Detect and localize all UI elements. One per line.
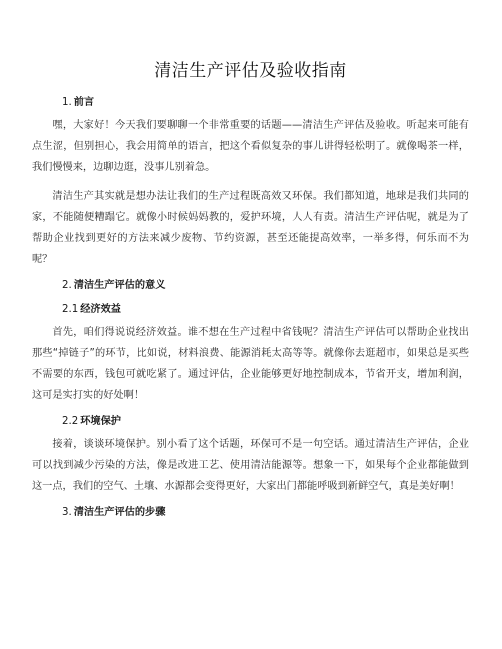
section-1-number: 1.: [62, 97, 72, 108]
section-1-paragraph-1: 嘿，大家好！今天我们要聊聊一个非常重要的话题——清洁生产评估及验收。听起来可能有点生涩，但别担心，我会用简单的语言，把这个看似复杂的事儿讲得轻松明了。就像喝茶一样，我们慢慢来，边聊边逛，没事儿别着急。: [32, 120, 469, 173]
section-2-2-title: 环境保护: [80, 416, 121, 427]
section-2-number: 2.: [62, 280, 72, 291]
section-2-2-paragraph-1: 接着，谈谈环境保护。别小看了这个话题，环保可不是一句空话。通过清洁生产评估，企业可以找到减少污染的方法，像是改进工艺、使用清洁能源等。想象一下，如果每个企业都能做到这一点，我们的空气、土壤、水源都会变得更好，大家出门都能呼吸到新鲜空气，真是美好啊！: [32, 439, 469, 492]
section-2-1-heading: [32, 302, 469, 318]
section-2-1-paragraph-1: 首先，咱们得说说经济效益。谁不想在生产过程中省钱呢？清洁生产评估可以帮助企业找出那些“掉链子”的环节，比如说，材料浪费、能源消耗太高等等。就像你去逛超市，如果总是买些不需要的东西，钱包可就吃紧了。通过评估，企业能够更好地控制成本，节省开支，增加利润，这可是实打实的好处啊！: [32, 327, 469, 401]
section-3-title: 清洁生产评估的步骤: [73, 507, 166, 518]
section-1-heading: [32, 95, 469, 111]
section-2-2-number: 2.2: [62, 416, 79, 427]
section-3-number: 3.: [62, 507, 72, 518]
section-1-paragraph-2: 清洁生产其实就是想办法让我们的生产过程既高效又环保。我们都知道，地球是我们共同的家，不能随便糟蹋它。就像小时候妈妈教的，爱护环境，人人有责。清洁生产评估呢，就是为了帮助企业找到更好的方法来减少废物、节约资源，甚至还能提高效率，一举多得，何乐而不为呢？: [32, 191, 469, 265]
document-title: 清洁生产评估及验收指南: [154, 61, 347, 81]
section-2-heading: [32, 278, 469, 294]
section-2-1-title: 经济效益: [80, 304, 121, 315]
section-2-title: 清洁生产评估的意义: [73, 280, 166, 291]
section-1-title: 前言: [73, 97, 95, 108]
section-2-1-number: 2.1: [62, 304, 79, 315]
section-2-2-heading: [32, 414, 469, 430]
section-3-heading: [32, 505, 469, 521]
